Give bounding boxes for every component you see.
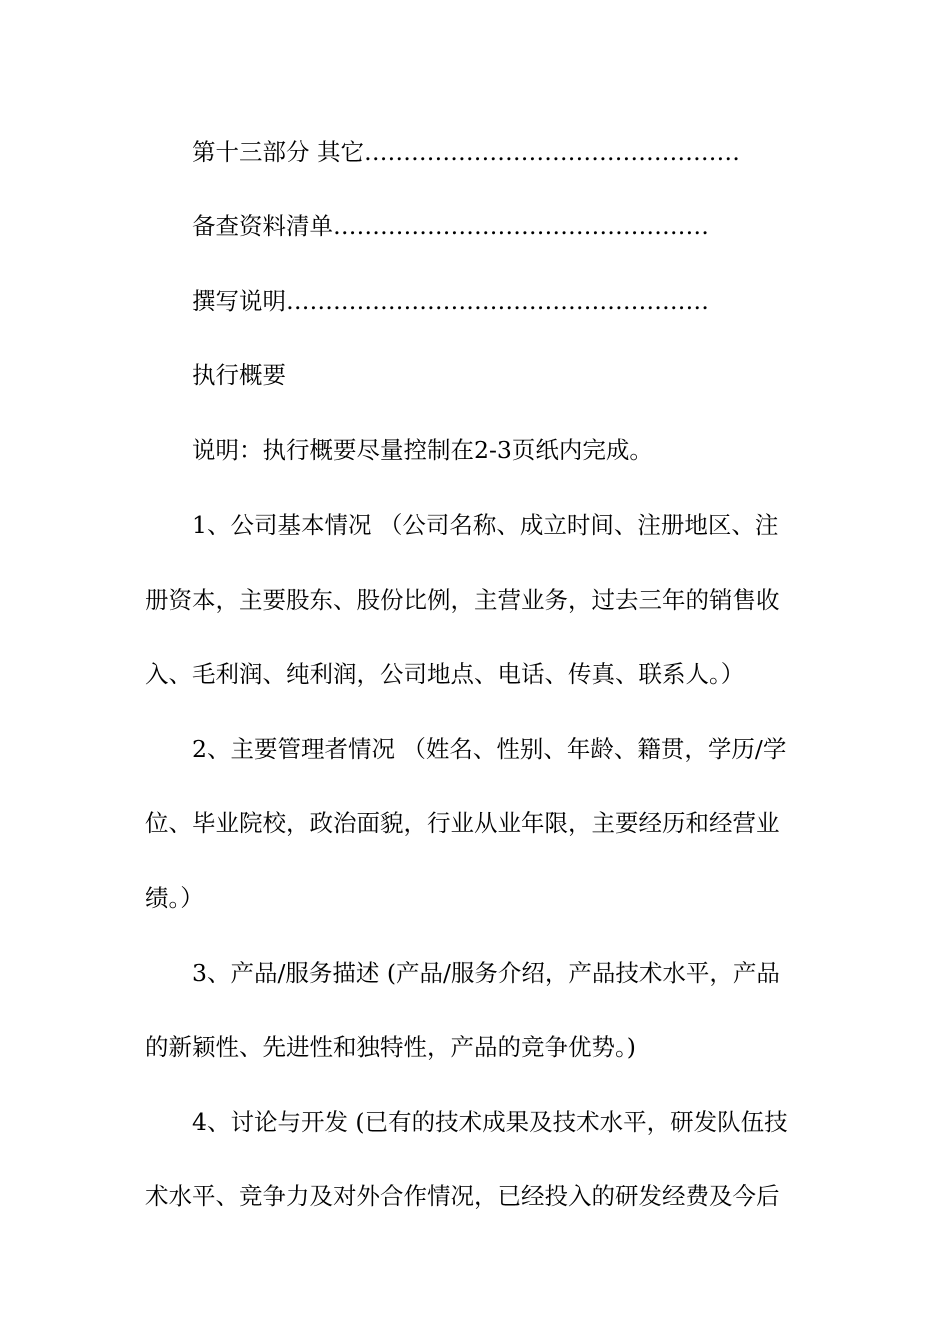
- paragraph-line: 3、产品/服务描述 (产品/服务介绍，产品技术水平，产品: [192, 959, 780, 987]
- paragraph-line: 绩。）: [145, 884, 204, 912]
- paragraph-line: 入、毛利润、纯利润，公司地点、电话、传真、联系人。）: [145, 660, 745, 688]
- toc-entry-writing-notes: 撰写说明………………………………………………: [192, 287, 709, 315]
- toc-entry-reference-list: 备查资料清单…………………………………………: [192, 212, 709, 240]
- paragraph-line: 位、毕业院校，政治面貌，行业从业年限，主要经历和经营业: [145, 809, 780, 837]
- paragraph-line: 2、主要管理者情况 （姓名、性别、年龄、籍贯，学历/学: [192, 735, 787, 763]
- paragraph-line: 册资本，主要股东、股份比例，主营业务，过去三年的销售收: [145, 586, 780, 614]
- toc-entry-other: 第十三部分 其它…………………………………………: [192, 138, 740, 166]
- paragraph-line: 的新颖性、先进性和独特性，产品的竞争优势。): [145, 1033, 636, 1061]
- paragraph-line: 1、公司基本情况 （公司名称、成立时间、注册地区、注: [192, 511, 779, 539]
- paragraph-line: 4、讨论与开发 (已有的技术成果及技术水平，研发队伍技: [192, 1108, 788, 1136]
- paragraph-line: 术水平、竞争力及对外合作情况，已经投入的研发经费及今后: [145, 1182, 780, 1210]
- note-text: 说明：执行概要尽量控制在2-3页纸内完成。: [192, 436, 653, 464]
- section-title: 执行概要: [192, 361, 286, 389]
